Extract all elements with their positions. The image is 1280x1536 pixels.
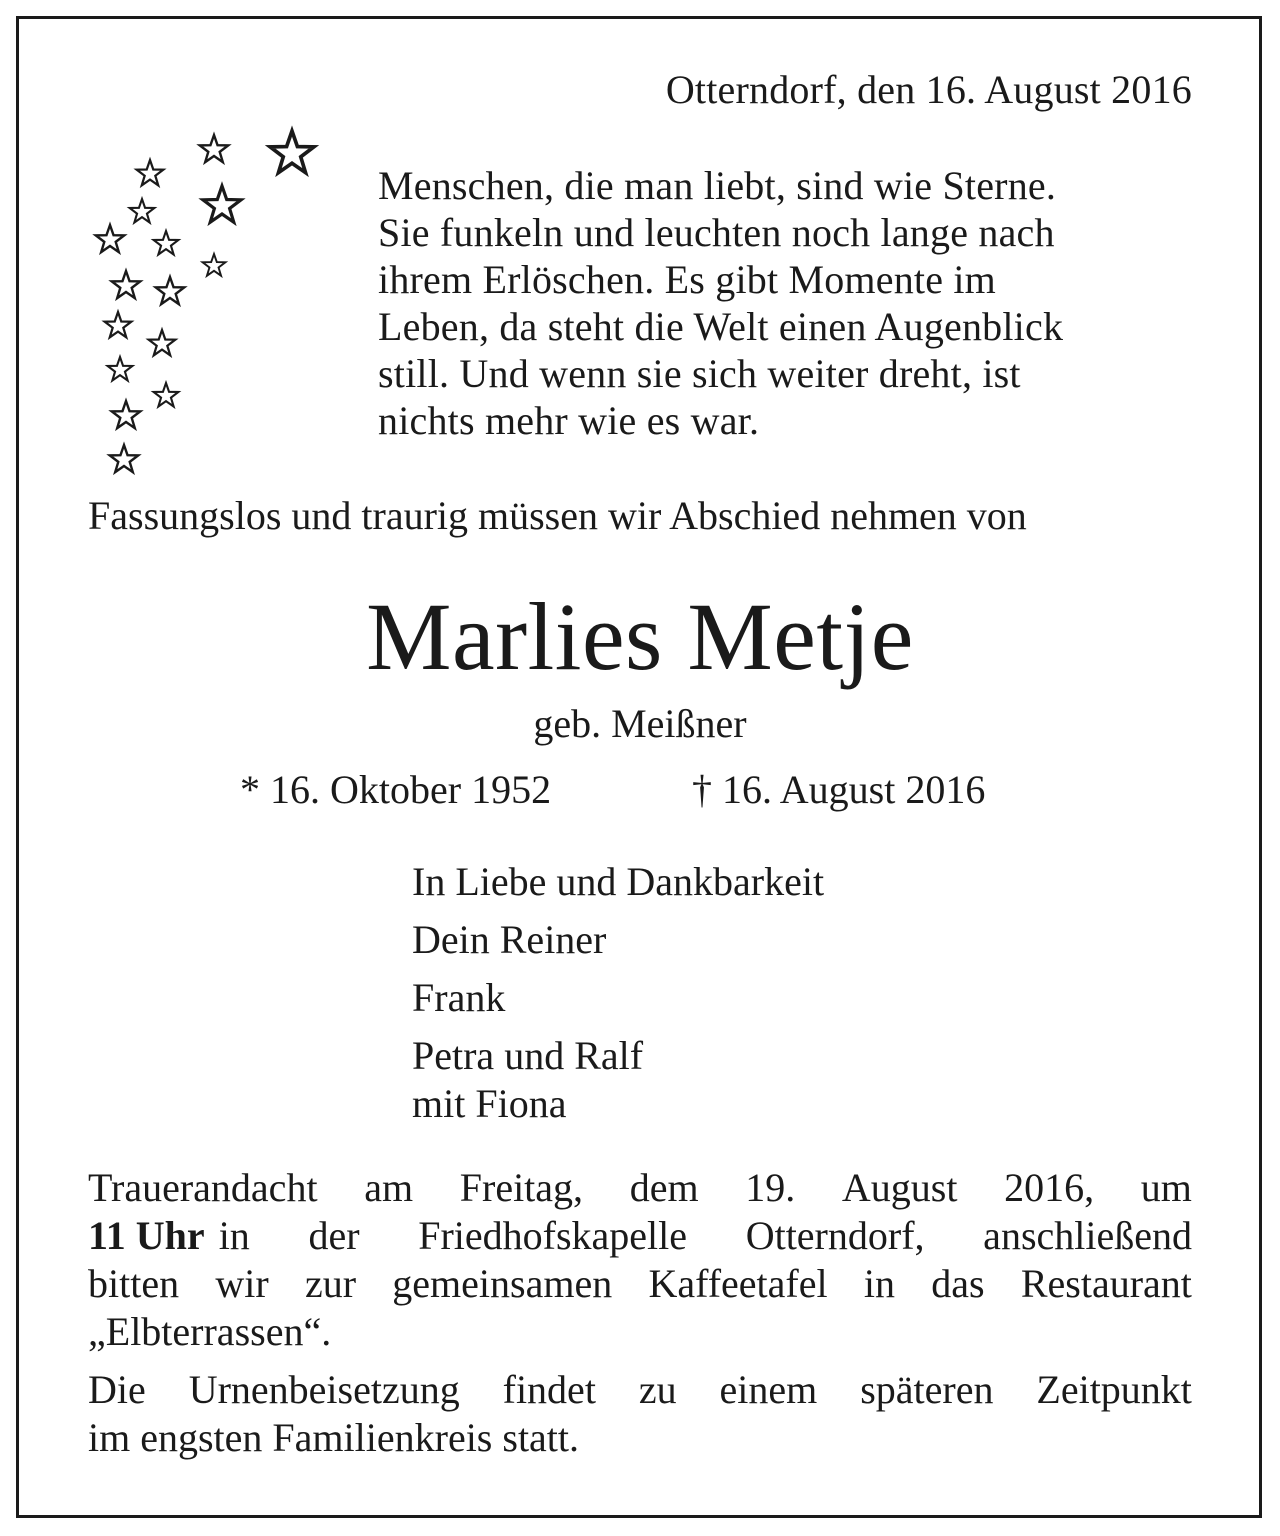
deceased-name: Marlies Metje [366,583,914,690]
service-line-4: „Elbterrassen“. [88,1309,332,1354]
farewell-line: Fassungslos und traurig müssen wir Abschied nehmen von [88,493,1027,538]
stars-icon [80,120,340,490]
service-line-1 [88,1164,1192,1212]
signoff-block [412,858,824,1128]
quote-line: Menschen, die man liebt, sind wie Sterne. [378,163,1057,208]
word: Urnenbeisetzung [188,1367,460,1412]
word: einem [719,1367,818,1412]
word: das [931,1261,985,1306]
word: findet [502,1367,596,1412]
death-date: † 16. August 2016 [692,767,986,812]
quote-text [378,162,1208,444]
word: August [841,1165,958,1210]
birth-date: * 16. Oktober 1952 [240,767,552,812]
word: Die [88,1367,146,1412]
word: Restaurant [1020,1261,1192,1306]
word: in [863,1261,895,1306]
service-paragraph [88,1164,1192,1356]
service-line-3 [88,1260,1192,1308]
signoff-line: Frank [412,975,506,1020]
star-shapes [96,131,314,472]
burial-line-1 [88,1366,1192,1414]
signoff-line: In Liebe und Dankbarkeit [412,859,825,904]
signoff-line: mit Fiona [412,1081,567,1126]
word: 2016, [1004,1165,1095,1210]
quote-line: Leben, da steht die Welt einen Augenblick [378,304,1064,349]
quote-line: ihrem Erlöschen. Es gibt Momente im [378,257,996,302]
signoff-line: Dein Reiner [412,917,607,962]
word: zu [638,1367,677,1412]
word: zur [304,1261,357,1306]
quote-line: still. Und wenn sie sich weiter dreht, ist [378,351,1021,396]
word: am [364,1165,414,1210]
word: Zeitpunkt [1036,1367,1192,1412]
word: dem [629,1165,699,1210]
service-time: 11 Uhr [88,1213,205,1258]
word: um [1140,1165,1192,1210]
burial-paragraph [88,1366,1192,1462]
word: 19. [745,1165,796,1210]
service-line-2-rest: in der Friedhofskapelle Otterndorf, anschließend [218,1213,1192,1258]
burial-line-2: im engsten Familienkreis statt. [88,1415,580,1460]
signoff-line: Petra und Ralf [412,1033,644,1078]
word: gemeinsamen [392,1261,613,1306]
place-date: Otterndorf, den 16. August 2016 [665,67,1192,112]
service-line-2 [88,1212,1192,1260]
word: späteren [860,1367,994,1412]
word: Trauerandacht [88,1165,318,1210]
quote-line: nichts mehr wie es war. [378,398,760,443]
born-name: geb. Meißner [533,701,747,746]
word: wir [215,1261,269,1306]
word: bitten [88,1261,180,1306]
word: Kaffeetafel [648,1261,828,1306]
word: Freitag, [459,1165,584,1210]
quote-line: Sie funkeln und leuchten noch lange nach [378,210,1055,255]
